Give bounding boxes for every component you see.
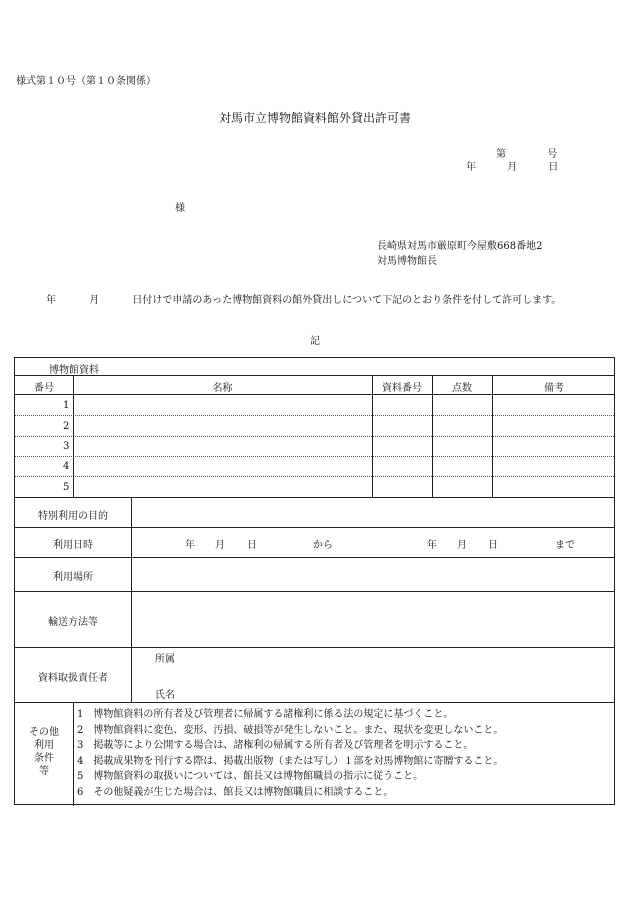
header-doc-no: 資料番号 [382,383,422,394]
purpose-label: 特別利用の目的 [38,511,108,522]
condition-text: その他疑義が生じた場合は、館長又は博物館職員に相談すること。 [93,786,394,798]
condition-item [77,738,503,754]
condition-number: 5 [77,771,84,782]
condition-text: 博物館資料に変色、変形、汚損、破損等が発生しないこと。また、現状を変更しないこと。 [93,724,504,736]
row-number: 3 [63,441,70,452]
row-number: 1 [63,400,70,411]
person-name-label: 氏名 [155,690,175,701]
header-remarks: 備考 [544,383,564,394]
section-label: 博物館資料 [49,365,99,376]
issuer-name: 対馬博物館長 [377,256,437,267]
condition-item [77,707,503,723]
condition-item [77,785,503,801]
intro-body: 日付けで申請のあった博物館資料の館外貸出しについて下記のとおり条件を付して許可します。 [132,295,562,306]
year-label: 年 [466,162,476,173]
header-count: 点数 [452,383,472,394]
page-title: 対馬市立博物館資料館外貸出許可書 [218,111,411,125]
condition-text: 博物館資料の取扱いについては、館長又は博物館職員の指示に従うこと。 [93,771,424,782]
affiliation-label: 所属 [155,654,175,665]
permit-table [14,357,615,805]
period-month-to: 月 [457,540,467,551]
header-name: 名称 [212,383,233,394]
month-label: 月 [507,162,518,173]
conditions-label-line: 等 [39,766,49,777]
place-label: 利用場所 [53,572,93,583]
condition-number: 3 [77,740,84,751]
period-day-from: 日 [247,540,257,551]
conditions-label-line: 利用 [34,740,54,751]
form-id: 様式第１０号（第１０条関係） [16,76,156,87]
period-from: から [313,540,333,551]
conditions-list [77,707,503,800]
period-month-from: 月 [215,540,225,551]
go-label: 号 [547,149,558,160]
dai-label: 第 [496,149,506,160]
condition-text: 掲載成果物を刊行する際は、掲載出版物（または写し）１部を対馬博物館に寄贈すること。 [93,755,504,767]
period-until: まで [555,540,575,551]
issue-date-line [466,158,586,173]
header-num: 番号 [34,383,54,394]
condition-item [77,754,503,770]
intro-month: 月 [89,295,100,306]
condition-text: 博物館資料の所有者及び管理者に帰属する諸権利に係る法の規定に基づくこと。 [93,709,454,720]
issuer-address: 長崎県対馬市厳原町今屋敷668番地2 [377,241,543,252]
row-number: 5 [63,482,70,493]
condition-number: 1 [77,709,84,720]
condition-item [77,769,503,785]
conditions-label [15,726,73,778]
conditions-label-line: その他 [29,727,59,738]
conditions-label-line: 条件 [34,753,54,764]
day-label: 日 [548,162,559,173]
row-number: 4 [63,461,70,472]
intro-year: 年 [46,295,56,306]
period-day-to: 日 [488,540,498,551]
ki-mark: 記 [310,336,320,347]
transport-label: 輸送方法等 [48,617,98,628]
condition-number: 2 [77,724,84,736]
period-label: 利用日時 [53,540,93,551]
condition-number: 6 [77,786,84,798]
condition-item [77,723,503,739]
condition-number: 4 [77,755,84,767]
condition-text: 掲載等により公開する場合は、諸権利の帰属する所有者及び管理者を明示すること。 [93,740,474,751]
addressee-suffix: 様 [175,203,185,214]
row-number: 2 [63,421,70,432]
period-year-from: 年 [185,540,195,551]
manager-label: 資料取扱責任者 [38,673,108,684]
intro-text [46,291,561,306]
period-year-to: 年 [427,540,437,551]
